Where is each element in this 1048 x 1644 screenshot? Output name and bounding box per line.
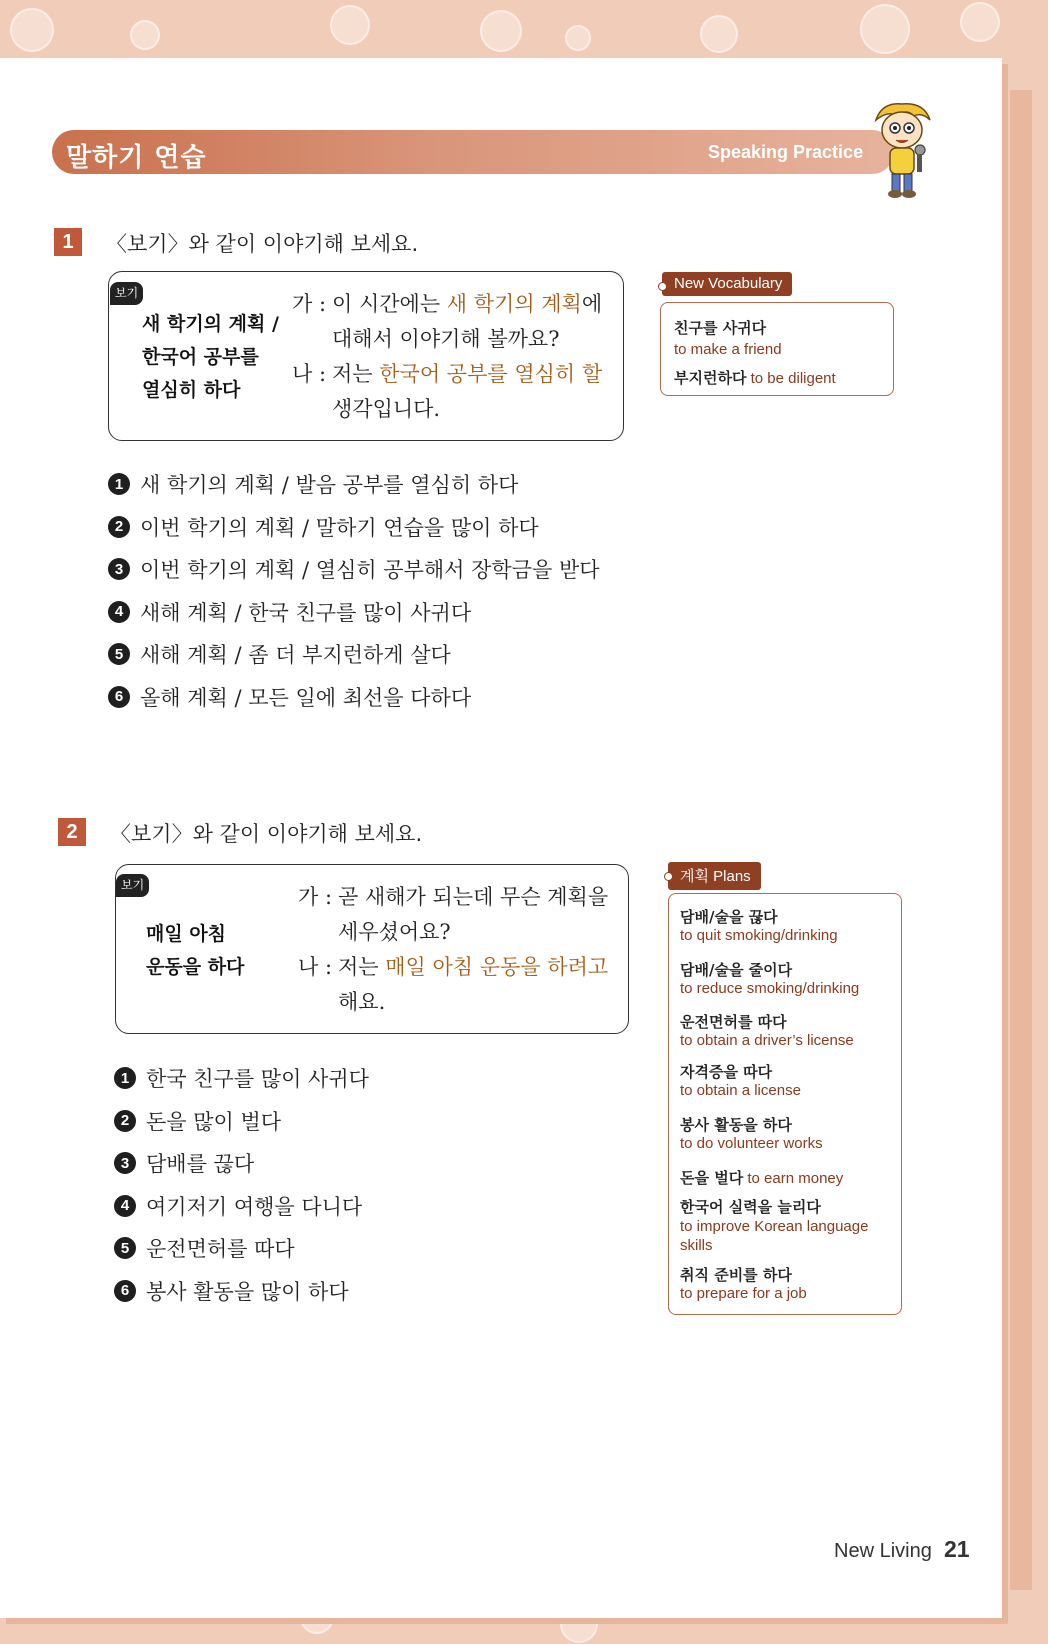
item-text: 이번 학기의 계획 / 말하기 연습을 많이 하다 (140, 515, 539, 540)
vocab-en: to improve Korean language skills (680, 1218, 869, 1254)
example-dialogue-2 (298, 880, 608, 1020)
vocab-ko: 자격증을 따다 (680, 1063, 773, 1081)
item-text: 봉사 활동을 많이 하다 (146, 1279, 349, 1304)
vocab-tag-2 (668, 862, 761, 890)
header-subtitle: Speaking Practice (708, 142, 864, 162)
list-item (108, 548, 600, 591)
section-1-number: 1 (54, 228, 82, 256)
cue-line: 운동을 하다 (146, 956, 245, 978)
vocab-en: to be diligent (750, 370, 836, 387)
item-number: 2 (114, 1110, 136, 1132)
vocab-en: to quit smoking/drinking (680, 927, 838, 944)
vocab-entry (680, 1061, 801, 1099)
list-item (108, 506, 600, 549)
vocab-ko: 봉사 활동을 하다 (680, 1116, 792, 1134)
vocab-entry (680, 1114, 823, 1152)
vocab-en: to make a friend (674, 341, 782, 358)
vocab-entry (680, 1011, 854, 1049)
example-dialogue-1 (292, 287, 602, 427)
decor-bubble (960, 2, 1000, 42)
page-number: 21 (944, 1536, 970, 1562)
decor-bubble (10, 8, 54, 52)
item-number: 4 (114, 1195, 136, 1217)
vocab-entry (674, 317, 782, 358)
section-1-instruction: 〈보기〉와 같이 이야기해 보세요. (106, 232, 419, 256)
list-item (114, 1270, 369, 1313)
vocab-ko: 돈을 벌다 (680, 1169, 744, 1187)
cue-line: 매일 아침 (146, 923, 227, 945)
item-text: 새해 계획 / 좀 더 부지런하게 살다 (140, 643, 451, 668)
vocab-tag-label: New Vocabulary (674, 275, 783, 292)
decor-bubble (700, 15, 738, 53)
vocab-box-2 (668, 893, 902, 1315)
mascot-icon (862, 98, 942, 200)
item-number: 6 (114, 1280, 136, 1302)
item-number: 5 (114, 1237, 136, 1259)
vocab-ko: 담배/술을 줄이다 (680, 961, 793, 979)
vocab-entry (680, 959, 859, 997)
example-cue-1 (142, 308, 279, 407)
dialogue-text: 저는 (332, 362, 380, 386)
dialogue-highlight: 매일 아침 운동을 하려고 (385, 955, 609, 979)
list-item (108, 633, 600, 676)
item-text: 담배를 끊다 (146, 1152, 255, 1177)
decor-bubble (330, 5, 370, 45)
list-item (114, 1142, 369, 1185)
vocab-ko: 담배/술을 끊다 (680, 908, 778, 926)
dialogue-text: 해요. (338, 990, 386, 1014)
list-item (114, 1185, 369, 1228)
tag-dot-icon (664, 872, 673, 881)
item-text: 여기저기 여행을 다니다 (146, 1194, 363, 1219)
list-item (114, 1227, 369, 1270)
dialogue-text: 곧 새해가 되는데 무슨 계획을 (338, 885, 609, 909)
page-edge (1010, 90, 1032, 1590)
vocab-tag-label: 계획 Plans (680, 868, 751, 885)
vocab-ko: 한국어 실력을 늘리다 (680, 1198, 821, 1216)
decor-bubble (565, 25, 591, 51)
section-2-instruction: 〈보기〉와 같이 이야기해 보세요. (110, 822, 423, 846)
speaker-ga: 가 : (292, 292, 327, 316)
vocab-ko: 부지런하다 (674, 369, 747, 387)
cue-line: 열심히 하다 (142, 379, 241, 401)
section-2-number: 2 (58, 818, 86, 846)
item-number: 6 (108, 686, 130, 708)
cue-line: 한국어 공부를 (142, 346, 259, 368)
item-number: 5 (108, 643, 130, 665)
vocab-en: to earn money (747, 1170, 844, 1187)
speaker-na: 나 : (298, 955, 333, 979)
item-text: 한국 친구를 많이 사귀다 (146, 1067, 369, 1092)
vocab-tag-1 (662, 272, 792, 296)
item-number: 3 (108, 558, 130, 580)
list-item (114, 1057, 369, 1100)
vocab-entry (674, 367, 836, 388)
dialogue-text: 에 (581, 292, 603, 316)
vocab-ko: 친구를 사귀다 (674, 319, 767, 337)
exercise-list-2 (114, 1057, 369, 1312)
item-text: 이번 학기의 계획 / 열심히 공부해서 장학금을 받다 (140, 558, 600, 583)
item-number: 4 (108, 601, 130, 623)
vocab-ko: 운전면허를 따다 (680, 1013, 787, 1031)
exercise-list-1 (108, 463, 600, 718)
cue-line: 새 학기의 계획 / (142, 313, 279, 335)
vocab-entry (680, 906, 838, 944)
dialogue-highlight: 새 학기의 계획 (446, 292, 582, 316)
header-title: 말하기 연습 (66, 143, 207, 173)
vocab-en: to obtain a driver’s license (680, 1032, 854, 1049)
tag-dot-icon (658, 282, 667, 291)
item-text: 새해 계획 / 한국 친구를 많이 사귀다 (140, 600, 472, 625)
vocab-box-1 (660, 302, 894, 396)
dialogue-text: 생각입니다. (332, 397, 441, 421)
item-number: 2 (108, 516, 130, 538)
vocab-entry (680, 1264, 807, 1302)
vocab-en: to prepare for a job (680, 1285, 807, 1302)
vocab-en: to do volunteer works (680, 1135, 823, 1152)
dialogue-highlight: 한국어 공부를 열심히 할 (379, 362, 603, 386)
decor-bubble (480, 10, 522, 52)
dialogue-text: 세우셨어요? (338, 920, 451, 944)
item-number: 1 (108, 473, 130, 495)
item-number: 3 (114, 1152, 136, 1174)
item-number: 1 (114, 1067, 136, 1089)
decor-bubble (130, 20, 160, 50)
vocab-ko: 취직 준비를 하다 (680, 1266, 792, 1284)
item-text: 새 학기의 계획 / 발음 공부를 열심히 하다 (140, 473, 519, 498)
dialogue-text: 저는 (338, 955, 386, 979)
dialogue-text: 이 시간에는 (332, 292, 447, 316)
dialogue-text: 대해서 이야기해 볼까요? (332, 327, 560, 351)
footer-book-title: New Living (834, 1540, 932, 1562)
vocab-entry (680, 1196, 895, 1255)
item-text: 운전면허를 따다 (146, 1237, 295, 1262)
list-item (108, 676, 600, 719)
item-text: 돈을 많이 벌다 (146, 1109, 282, 1134)
list-item (108, 463, 600, 506)
list-item (108, 591, 600, 634)
example-tag-2: 보기 (116, 874, 149, 897)
vocab-entry (680, 1167, 843, 1188)
speaker-ga: 가 : (298, 885, 333, 909)
decor-bubble (860, 4, 910, 54)
example-cue-2 (146, 918, 244, 984)
vocab-en: to reduce smoking/drinking (680, 980, 860, 997)
item-text: 올해 계획 / 모든 일에 최선을 다하다 (140, 685, 472, 710)
speaker-na: 나 : (292, 362, 327, 386)
list-item (114, 1100, 369, 1143)
vocab-en: to obtain a license (680, 1082, 801, 1099)
example-tag-1: 보기 (110, 282, 143, 305)
